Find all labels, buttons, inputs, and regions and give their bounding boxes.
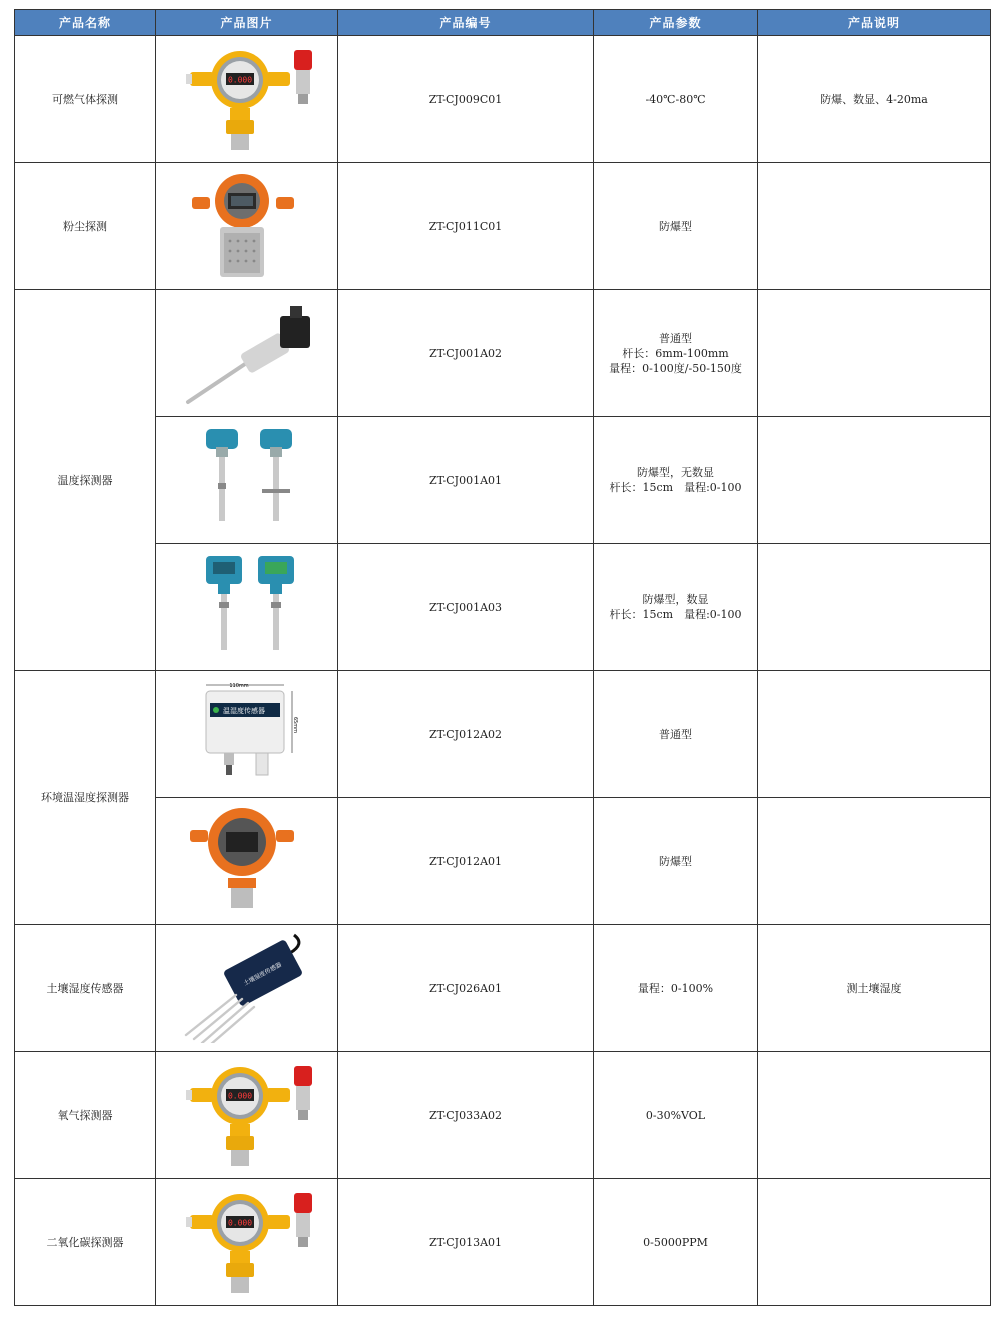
product-desc-cell: [758, 798, 991, 925]
product-image-cell: [156, 798, 338, 925]
table-row: [15, 925, 991, 1052]
table-row: [15, 671, 991, 798]
gas-detector-yellow-icon: [182, 44, 312, 154]
param-line: 杆长：15cm 量程:0-100: [609, 608, 742, 621]
display-thermometer-pair-icon: [182, 552, 312, 662]
product-desc-cell: [758, 544, 991, 671]
humidity-sensor-box-icon: [182, 679, 312, 789]
product-image-cell: [156, 290, 338, 417]
product-desc-cell: [758, 417, 991, 544]
soil-sensor-label: 土壤湿度传感器: [242, 961, 283, 988]
box-width-label: 110mm: [228, 683, 249, 689]
product-name-cell: 粉尘探测: [15, 163, 156, 290]
product-params-cell: [594, 163, 758, 290]
param-line: 防爆型: [659, 854, 692, 868]
explosion-proof-orange-icon: [182, 806, 312, 916]
box-panel-label: 温湿度传感器: [222, 707, 265, 715]
product-image-cell: [156, 36, 338, 163]
param-line: 防爆型: [659, 219, 692, 233]
product-name-cell: 氧气探测器: [15, 1052, 156, 1179]
product-params-cell: [594, 544, 758, 671]
param-line: 量程：0-100%: [637, 981, 714, 995]
param-line: 杆长：6mm-100mm: [622, 346, 729, 360]
table-header-row: [15, 10, 991, 36]
product-desc-cell: [758, 163, 991, 290]
co2-detector-yellow-icon: [182, 1187, 312, 1297]
product-params-cell: [594, 417, 758, 544]
temperature-probe-icon: [182, 298, 312, 408]
table-row: [15, 163, 991, 290]
product-code-cell: ZT-CJ001A02: [338, 290, 594, 417]
param-line: 防爆型，数显: [642, 593, 709, 606]
product-desc-cell: [758, 290, 991, 417]
table-row: [15, 544, 991, 671]
product-table: [14, 9, 991, 1306]
product-params-cell: [594, 925, 758, 1052]
product-code-cell: ZT-CJ013A01: [338, 1179, 594, 1306]
product-desc-cell: 测土壤湿度: [758, 925, 991, 1052]
product-params-cell: [594, 798, 758, 925]
table-row: [15, 798, 991, 925]
product-desc-cell: [758, 671, 991, 798]
product-params-cell: [594, 36, 758, 163]
header-product-name: 产品名称: [15, 10, 156, 36]
product-params-cell: [594, 290, 758, 417]
product-params-cell: [594, 1179, 758, 1306]
table-row: [15, 36, 991, 163]
dust-detector-orange-icon: [182, 171, 312, 281]
param-line: 量程：0-100度/-50-150度: [609, 361, 742, 375]
header-product-image: 产品图片: [156, 10, 338, 36]
table-row: [15, 290, 991, 417]
param-line: 0-5000PPM: [643, 1235, 708, 1249]
product-image-cell: [156, 671, 338, 798]
product-code-cell: ZT-CJ012A02: [338, 671, 594, 798]
product-name-cell: 土壤湿度传感器: [15, 925, 156, 1052]
header-product-params: 产品参数: [594, 10, 758, 36]
product-name-cell: 二氧化碳探测器: [15, 1179, 156, 1306]
product-code-cell: ZT-CJ001A03: [338, 544, 594, 671]
thermocouple-pair-icon: [182, 425, 312, 535]
product-code-cell: ZT-CJ012A01: [338, 798, 594, 925]
param-line: 普通型: [659, 727, 692, 741]
product-code-cell: ZT-CJ001A01: [338, 417, 594, 544]
oxygen-detector-yellow-icon: [182, 1060, 312, 1170]
table-row: [15, 1052, 991, 1179]
product-image-cell: [156, 544, 338, 671]
param-line: 防爆型，无数显: [637, 466, 714, 479]
table-row: [15, 417, 991, 544]
param-line: 杆长：15cm 量程:0-100: [609, 481, 742, 494]
soil-probe-icon: [182, 933, 312, 1043]
product-code-cell: ZT-CJ033A02: [338, 1052, 594, 1179]
product-image-cell: [156, 1179, 338, 1306]
product-image-cell: [156, 417, 338, 544]
product-desc-cell: [758, 1179, 991, 1306]
product-name-cell: 环境温湿度探测器: [15, 671, 156, 925]
product-image-cell: [156, 925, 338, 1052]
product-image-cell: [156, 1052, 338, 1179]
product-code-cell: ZT-CJ011C01: [338, 163, 594, 290]
product-code-cell: ZT-CJ009C01: [338, 36, 594, 163]
header-product-code: 产品编号: [338, 10, 594, 36]
product-image-cell: [156, 163, 338, 290]
product-name-cell: 温度探测器: [15, 290, 156, 671]
param-line: 普通型: [659, 331, 692, 345]
product-params-cell: [594, 671, 758, 798]
product-code-cell: ZT-CJ026A01: [338, 925, 594, 1052]
box-height-label: 65mm: [291, 716, 298, 734]
product-desc-cell: [758, 1052, 991, 1179]
product-name-cell: 可燃气体探测: [15, 36, 156, 163]
table-row: [15, 1179, 991, 1306]
product-params-cell: [594, 1052, 758, 1179]
header-product-desc: 产品说明: [758, 10, 991, 36]
param-line: 0-30%VOL: [645, 1108, 706, 1122]
product-desc-cell: 防爆、数显、4-20ma: [758, 36, 991, 163]
param-line: -40℃-80℃: [645, 92, 706, 106]
